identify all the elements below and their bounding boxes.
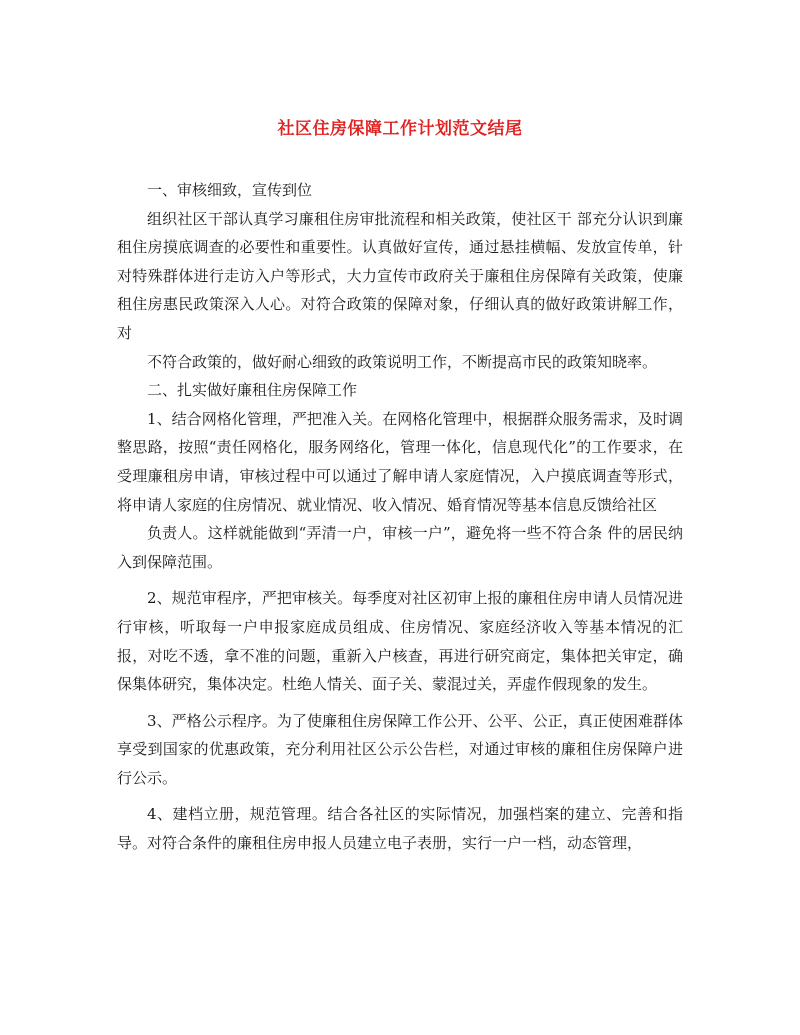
paragraph: 1、结合网格化管理，严把准入关。在网格化管理中，根据群众服务需求，及时调整思路，按照“责任网格化，服务网络化，管理一体化，信息现代化”的工作要求，在受理廉租房申请，审核过程中可以通过了解申请人家庭情况，入户摸底调查等形式，将申请人家庭的住房情况、就业情况、收入情况、婚育情况等基本信息反馈给社区 <box>117 409 683 514</box>
paragraph: 3、严格公示程序。为了使廉租住房保障工作公开、公平、公正，真正使困难群体享受到国家的优惠政策，充分利用社区公示公告栏，对通过审核的廉租住房保障户进行公示。 <box>117 711 683 787</box>
paragraph: 2、规范审程序，严把审核关。每季度对社区初审上报的廉租住房申请人员情况进行审核，听取每一户申报家庭成员组成、住房情况、家庭经济收入等基本情况的汇报，对吃不透，拿不准的问题，重新入户核查，再进行研究商定，集体把关审定，确保集体研究，集体决定。杜绝人情关、面子关、蒙混过关，弄虚作假现象的发生。 <box>117 589 683 694</box>
section-heading-2: 二、扎实做好廉租住房保障工作 <box>147 381 358 400</box>
document-title: 社区住房保障工作计划范文结尾 <box>277 119 523 139</box>
paragraph: 组织社区干部认真学习廉租住房审批流程和相关政策，使社区干 部充分认识到廉租住房摸底调查的必要性和重要性。认真做好宣传，通过悬挂横幅、发放宣传单，针对特殊群体进行走访入户等形式，大力宣传市政府关于廉租住房保障有关政策，使廉租住房惠民政策深入人心。对符合政策的保障对象，仔细认真的做好政策讲解工作，对 <box>117 209 683 342</box>
section-heading-1: 一、审核细致，宣传到位 <box>147 181 313 199</box>
paragraph: 4、建档立册，规范管理。结合各社区的实际情况，加强档案的建立、完善和指导。对符合条件的廉租住房申报人员建立电子表册，实行一户一档，动态管理， <box>117 805 683 853</box>
paragraph: 负责人。这样就能做到“弄清一户，审核一户”，避免将一些不符合条 件的居民纳入到保障范围。 <box>117 524 683 571</box>
paragraph: 不符合政策的，做好耐心细致的政策说明工作，不断提高市民的政策知晓率。 <box>147 352 658 371</box>
document-body <box>117 176 683 858</box>
